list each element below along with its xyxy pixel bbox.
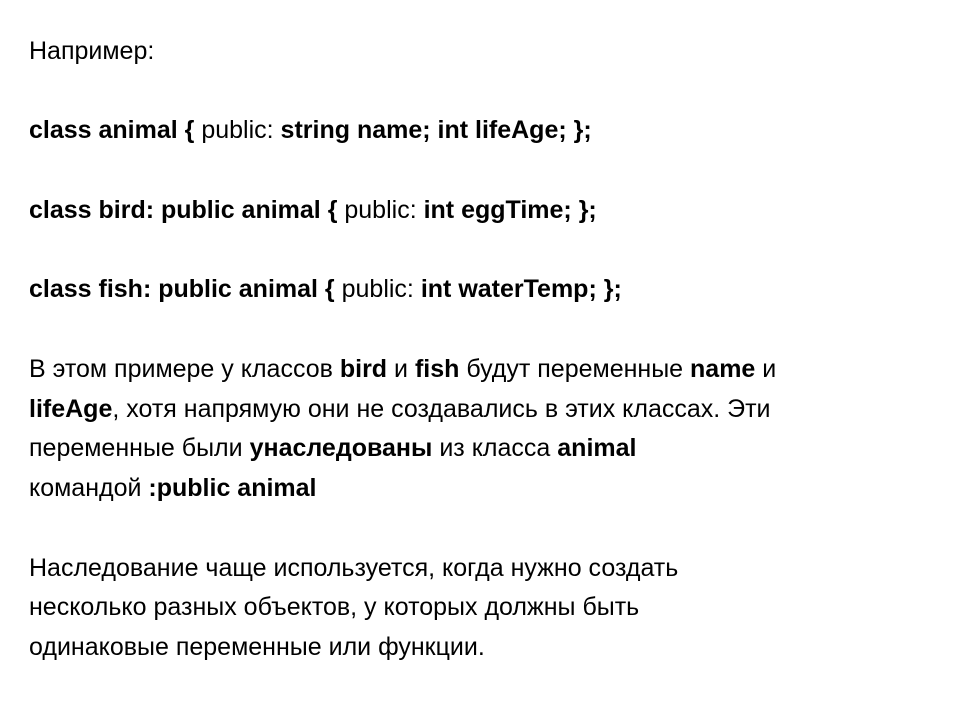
code-segment: string name; int lifeAge; }; [280,116,592,144]
text-segment: bird [339,355,388,383]
code-segment: public: [201,116,281,144]
code-segment: class animal { [29,116,202,144]
summary-line: Наследование чаще используется, когда нужно создать [29,554,679,582]
text-segment: , хотя напрямую они не создавались в этих классах. Эти [112,395,771,423]
explanation-line [29,473,317,503]
text-segment: В этом примере у классов [29,355,340,383]
explanation-line [29,394,771,424]
text-segment: name [690,355,756,383]
text-segment: командой [29,474,149,502]
text-segment: animal [557,434,637,462]
text-segment: lifeAge [29,395,113,423]
summary-line: несколько разных объектов, у которых должны быть [29,593,640,621]
summary-line: одинаковые переменные или функции. [29,633,485,661]
code-line-animal [29,115,592,145]
text-segment: унаследованы [249,434,433,462]
explanation-line [29,354,776,384]
explanation-line [29,433,636,463]
text-segment: переменные были [29,434,250,462]
text-segment: :public animal [148,474,317,502]
code-line-bird [29,195,597,225]
code-segment: class fish: public animal { [29,275,342,303]
code-segment: public: [341,275,421,303]
code-segment: public: [344,196,424,224]
text-segment: fish [414,355,460,383]
code-segment: int eggTime; }; [423,196,597,224]
code-line-fish [29,274,622,304]
text-segment: из класса [432,434,558,462]
intro-text: Например: [29,37,155,65]
code-segment: class bird: public animal { [29,196,345,224]
code-segment: int waterTemp; }; [420,275,622,303]
text-segment: и [387,355,415,383]
text-segment: и [755,355,777,383]
text-segment: будут переменные [459,355,691,383]
